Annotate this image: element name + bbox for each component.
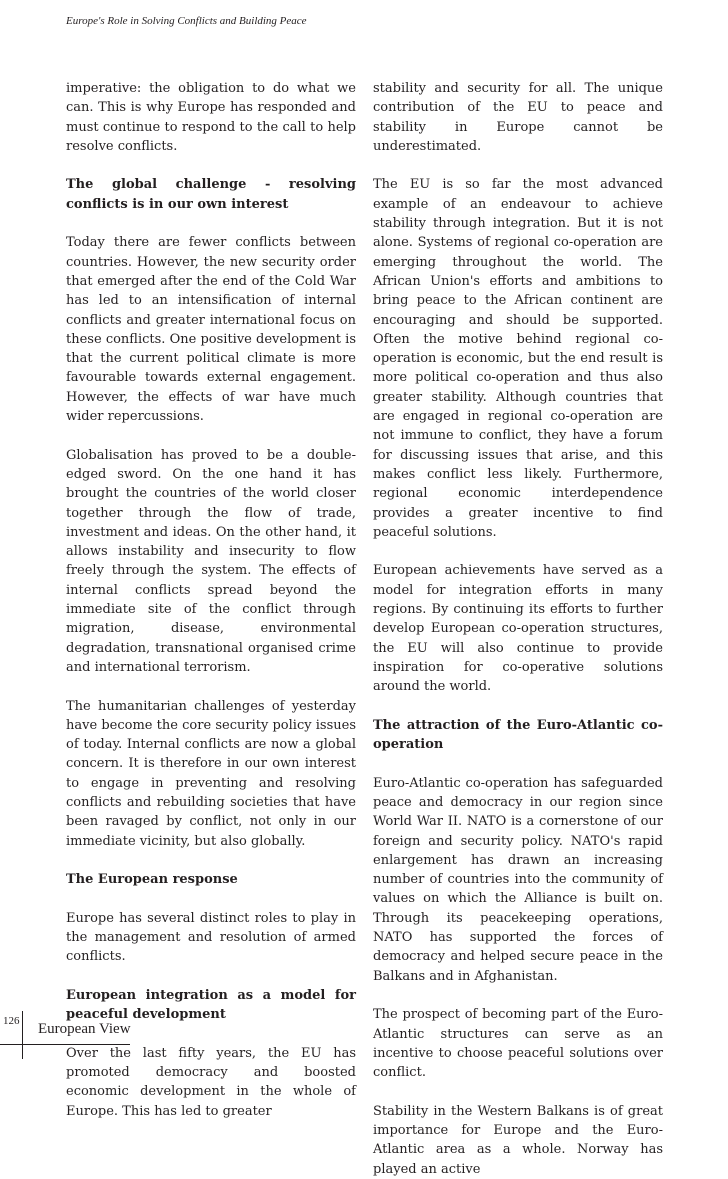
paragraph: Euro-Atlantic co-operation has safeguarded peace and democracy in our region since World War II. NATO is a cornerstone of our foreign and security policy. NATO's rapid enlargement has drawn an increasing number of countries into the community of values on which the Alliance is built on. Through its peacekeeping operations, NATO has supported the forces of democracy and helped secure peace in the Balkans and in Afghanistan.: [373, 775, 663, 984]
left-column: [66, 79, 356, 1121]
paragraph: The humanitarian challenges of yesterday have become the core security policy issues of today. Internal conflicts are now a global concern. It is therefore in our own interest to engage in preventing and resolving conflicts and rebuilding societies that have been ravaged by conflict, not only in our immediate vicinity, but also globally.: [66, 698, 356, 849]
paragraph: Today there are fewer conflicts between countries. However, the new security order that emerged after the end of the Cold War has led to an intensification of internal conflicts and greater international focus on these conflicts. One positive development is that the current political climate is more favourable towards external engagement. However, the effects of war have much wider repercussions.: [66, 235, 356, 425]
right-column: [373, 79, 663, 1179]
paragraph: stability and security for all. The unique contribution of the EU to peace and stability in Europe cannot be underestimated.: [373, 81, 663, 154]
journal-name: European View: [38, 1021, 131, 1037]
paragraph: Globalisation has proved to be a double-edged sword. On the one hand it has brought the countries of the world closer together through the flow of trade, investment and ideas. On the other hand, it allows instability and insecurity to flow freely through the system. The effects of internal conflicts spread beyond the immediate site of the conflict through migration, disease, environmental degradation, transnational organised crime and international terrorism.: [66, 447, 356, 675]
footer-rule-vertical: [22, 1011, 23, 1059]
footer-rule-horizontal: [0, 1044, 130, 1045]
section-heading: The global challenge - resolving conflicts is in our own interest: [66, 177, 356, 212]
running-header: Europe's Role in Solving Conflicts and Building Peace: [66, 15, 307, 27]
paragraph: European achievements have served as a model for integration efforts in many regions. By continuing its efforts to further develop European co-operation structures, the EU will also continue to provide inspiration for co-operative solutions around the world.: [373, 563, 663, 695]
section-heading: The European response: [66, 872, 238, 888]
paragraph: The prospect of becoming part of the Euro-Atlantic structures can serve as an incentive to choose peaceful solutions over conflict.: [373, 1007, 663, 1081]
paragraph: Europe has several distinct roles to play in the management and resolution of armed conflicts.: [66, 910, 356, 965]
section-heading: The attraction of the Euro-Atlantic co-operation: [373, 717, 663, 753]
paragraph: imperative: the obligation to do what we can. This is why Europe has responded and must continue to respond to the call to help resolve conflicts.: [66, 81, 356, 154]
paragraph: The EU is so far the most advanced example of an endeavour to achieve stability through integration. But it is not alone. Systems of regional co-operation are emerging throughout the world. The African Union's efforts and ambitions to bring peace to the African continent are encouraging and should be supported. Often the motive behind regional co-operation is economic, but the end result is more political co-operation and thus also greater stability. Although countries that are engaged in regional co-operation are not immune to conflict, they have a forum for discussing issues that arise, and this makes conflict less likely. Furthermore, regional economic interdependence provides a greater incentive to find peaceful solutions.: [373, 177, 663, 540]
paragraph: Over the last fifty years, the EU has promoted democracy and boosted economic development in the whole of Europe. This has led to greater: [66, 1045, 356, 1119]
paragraph: Stability in the Western Balkans is of great importance for Europe and the Euro-Atlantic area as a whole. Norway has played an active: [373, 1103, 663, 1177]
section-heading: European integration as a model for peaceful development: [66, 987, 356, 1023]
page-number: 126: [3, 1015, 20, 1027]
